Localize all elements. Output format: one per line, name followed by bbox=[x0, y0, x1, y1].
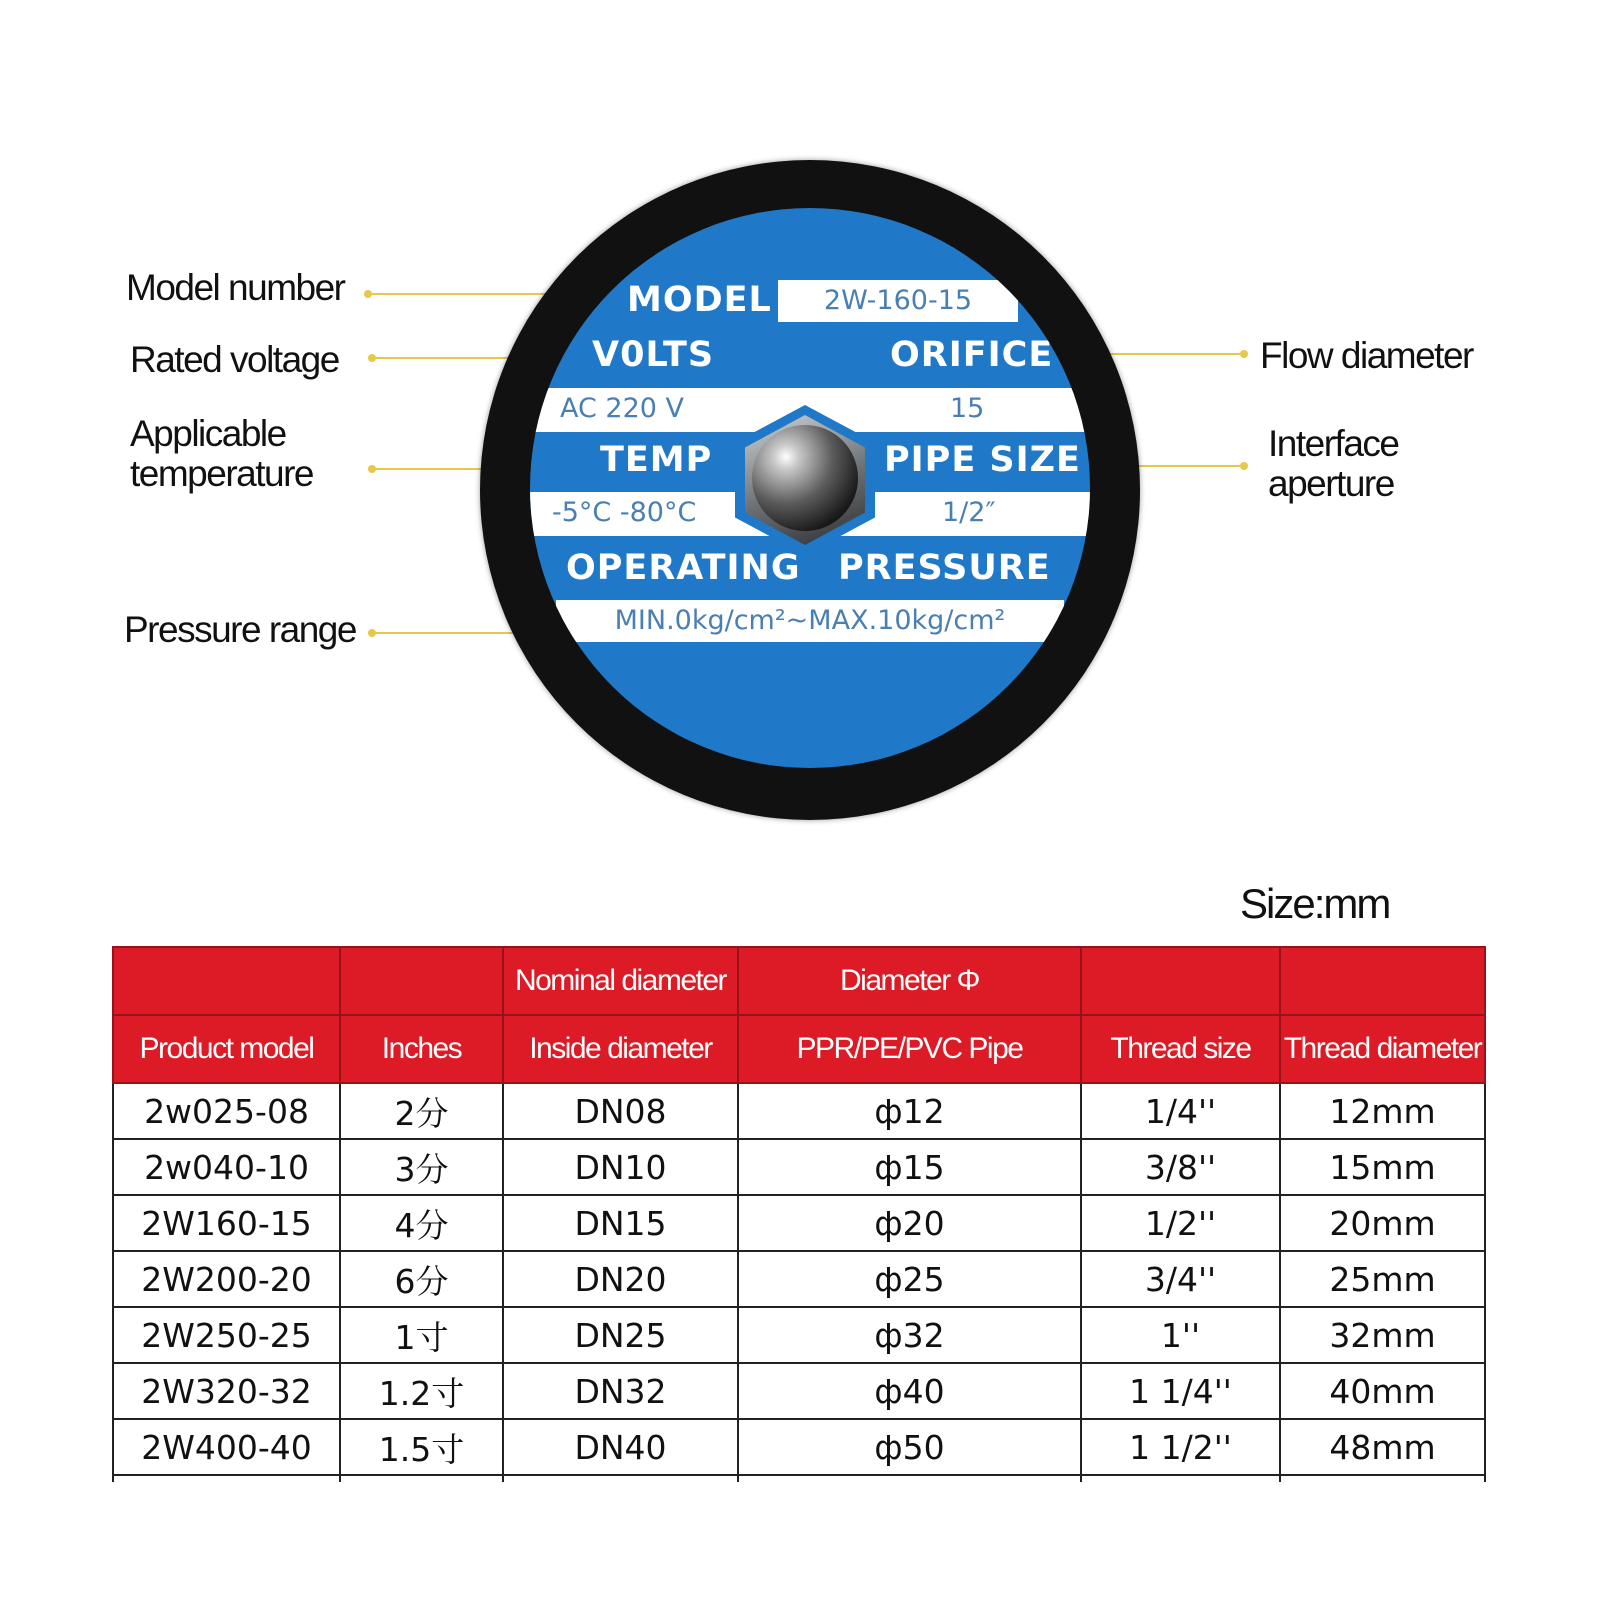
callout-interface-aperture-line1: Interface bbox=[1268, 423, 1399, 464]
callout-rated-voltage: Rated voltage bbox=[130, 339, 339, 380]
cell-inside-diameter: DN40 bbox=[503, 1419, 738, 1475]
cell-thread-diameter: 20mm bbox=[1280, 1195, 1485, 1251]
cell-product-model: 2W320-32 bbox=[113, 1363, 340, 1419]
table-tail-cell bbox=[113, 1475, 340, 1482]
cell-thread-size: 1/4'' bbox=[1081, 1083, 1280, 1139]
cell-thread-size: 3/8'' bbox=[1081, 1139, 1280, 1195]
cell-thread-diameter: 25mm bbox=[1280, 1251, 1485, 1307]
header-top-cell bbox=[1081, 947, 1280, 1015]
table-tail-cell bbox=[738, 1475, 1081, 1482]
cell-thread-size: 1'' bbox=[1081, 1307, 1280, 1363]
cell-inside-diameter: DN25 bbox=[503, 1307, 738, 1363]
callout-applicable-temperature-line2: temperature bbox=[130, 453, 313, 494]
table-tail-cell bbox=[1081, 1475, 1280, 1482]
callout-applicable-temperature bbox=[130, 414, 313, 494]
header-pipe: PPR/PE/PVC Pipe bbox=[738, 1015, 1081, 1083]
table-row bbox=[113, 1083, 1485, 1139]
table-row bbox=[113, 1139, 1485, 1195]
cell-product-model: 2W200-20 bbox=[113, 1251, 340, 1307]
temp-value: -5°C -80°C bbox=[552, 497, 697, 528]
cell-product-model: 2w040-10 bbox=[113, 1139, 340, 1195]
header-thread-diameter: Thread diameter bbox=[1280, 1015, 1485, 1083]
size-unit-note: Size:mm bbox=[1240, 880, 1390, 927]
table-row bbox=[113, 1307, 1485, 1363]
callout-flow-diameter: Flow diameter bbox=[1260, 335, 1473, 376]
cell-product-model: 2W160-15 bbox=[113, 1195, 340, 1251]
cell-thread-diameter: 32mm bbox=[1280, 1307, 1485, 1363]
cell-inside-diameter: DN15 bbox=[503, 1195, 738, 1251]
callout-model-number: Model number bbox=[126, 267, 345, 308]
volts-label: V0LTS bbox=[592, 335, 715, 375]
header-nominal-diameter: Nominal diameter bbox=[503, 947, 738, 1015]
table-tail-cell bbox=[503, 1475, 738, 1482]
cell-pipe-diameter: ф12 bbox=[738, 1083, 1081, 1139]
header-top-cell bbox=[1280, 947, 1485, 1015]
model-label: MODEL bbox=[627, 280, 772, 320]
cell-inside-diameter: DN32 bbox=[503, 1363, 738, 1419]
cell-product-model: 2W400-40 bbox=[113, 1419, 340, 1475]
cell-pipe-diameter: ф25 bbox=[738, 1251, 1081, 1307]
cell-inside-diameter: DN10 bbox=[503, 1139, 738, 1195]
chrome-nut-icon bbox=[752, 425, 858, 531]
cell-inches: 1.5寸 bbox=[340, 1419, 503, 1475]
cell-thread-size: 3/4'' bbox=[1081, 1251, 1280, 1307]
table-row bbox=[113, 1363, 1485, 1419]
cell-pipe-diameter: ф50 bbox=[738, 1419, 1081, 1475]
spec-table-body bbox=[113, 1083, 1485, 1482]
cell-inches: 1.2寸 bbox=[340, 1363, 503, 1419]
spec-table bbox=[112, 946, 1486, 1482]
cell-product-model: 2W250-25 bbox=[113, 1307, 340, 1363]
header-inches: Inches bbox=[340, 1015, 503, 1083]
header-thread-size: Thread size bbox=[1081, 1015, 1280, 1083]
header-row-top bbox=[113, 947, 1485, 1015]
cell-thread-size: 1 1/2'' bbox=[1081, 1419, 1280, 1475]
cell-inside-diameter: DN08 bbox=[503, 1083, 738, 1139]
header-top-cell bbox=[113, 947, 340, 1015]
cell-thread-diameter: 15mm bbox=[1280, 1139, 1485, 1195]
pressure-value-band: MIN.0kg/cm²~MAX.10kg/cm² bbox=[556, 600, 1064, 642]
pipe-size-value: 1/2″ bbox=[942, 497, 996, 528]
volts-value: AC 220 V bbox=[560, 393, 685, 424]
cell-inside-diameter: DN20 bbox=[503, 1251, 738, 1307]
callout-interface-aperture-line2: aperture bbox=[1268, 463, 1394, 504]
cell-pipe-diameter: ф40 bbox=[738, 1363, 1081, 1419]
callout-applicable-temperature-line1: Applicable bbox=[130, 413, 286, 454]
cell-inches: 6分 bbox=[340, 1251, 503, 1307]
table-row bbox=[113, 1195, 1485, 1251]
header-inside-diameter: Inside diameter bbox=[503, 1015, 738, 1083]
table-row bbox=[113, 1419, 1485, 1475]
header-top-cell bbox=[340, 947, 503, 1015]
cell-inches: 3分 bbox=[340, 1139, 503, 1195]
orifice-value: 15 bbox=[950, 393, 985, 424]
cell-thread-diameter: 12mm bbox=[1280, 1083, 1485, 1139]
cell-thread-diameter: 40mm bbox=[1280, 1363, 1485, 1419]
cell-inches: 1寸 bbox=[340, 1307, 503, 1363]
temp-label: TEMP bbox=[600, 440, 713, 480]
cell-inches: 4分 bbox=[340, 1195, 503, 1251]
orifice-label: ORIFICE bbox=[890, 335, 1054, 375]
callout-interface-aperture bbox=[1268, 424, 1398, 504]
cell-thread-diameter: 48mm bbox=[1280, 1419, 1485, 1475]
cell-inches: 2分 bbox=[340, 1083, 503, 1139]
operating-label: OPERATING bbox=[566, 548, 801, 588]
cell-pipe-diameter: ф15 bbox=[738, 1139, 1081, 1195]
header-product-model: Product model bbox=[113, 1015, 340, 1083]
table-tail-cell bbox=[1280, 1475, 1485, 1482]
cell-thread-size: 1/2'' bbox=[1081, 1195, 1280, 1251]
header-diameter-phi: Diameter Φ bbox=[738, 947, 1081, 1015]
pressure-label: PRESSURE bbox=[838, 548, 1051, 588]
callout-pressure-range: Pressure range bbox=[124, 609, 356, 650]
table-tail-row bbox=[113, 1475, 1485, 1482]
table-row bbox=[113, 1251, 1485, 1307]
cell-product-model: 2w025-08 bbox=[113, 1083, 340, 1139]
cell-pipe-diameter: ф32 bbox=[738, 1307, 1081, 1363]
header-row-bottom bbox=[113, 1015, 1485, 1083]
cell-pipe-diameter: ф20 bbox=[738, 1195, 1081, 1251]
table-tail-cell bbox=[340, 1475, 503, 1482]
cell-thread-size: 1 1/4'' bbox=[1081, 1363, 1280, 1419]
pipe-size-label: PIPE SIZE bbox=[884, 440, 1081, 480]
model-value-band: 2W-160-15 bbox=[778, 280, 1018, 322]
